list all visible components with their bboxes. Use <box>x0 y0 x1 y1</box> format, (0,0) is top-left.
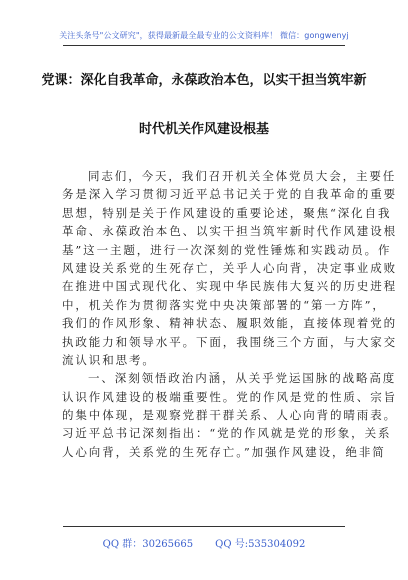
footer-qq-number: QQ 号:535304092 <box>215 539 306 550</box>
body-line: 基”这一主题，进行一次深刻的党性锤炼和实践动员。作 <box>62 242 392 257</box>
body-line: 务是深入学习贯彻习近平总书记关于党的自我革命的重要 <box>62 187 397 202</box>
body-line: 中，机关作为贯彻落实党中央决策部署的“第一方阵”， <box>62 297 386 312</box>
body-line: 习近平总书记深刻指出：“党的作风就是党的形象，关系 <box>62 426 392 441</box>
footer-divider <box>63 526 345 527</box>
body-line: 执政能力和领导水平。下面，我围绕三个方面，与大家交 <box>62 334 397 349</box>
document-title-line-1: 党课：深化自我革命，永葆政治本色，以实干担当筑牢新 <box>41 73 367 88</box>
header-note: 关注头条号"公文研究"，获得最新最全最专业的公文资料库！ 微信：gongwenyj <box>59 31 349 40</box>
body-line: 人心向背，关系党的生死存亡。”加强作风建设，绝非简 <box>62 444 386 459</box>
footer <box>0 535 408 550</box>
body-line: 风建设关系党的生死存亡，关乎人心向背，决定事业成败 <box>62 260 397 275</box>
body-line: 我们的作风形象、精神状态、履职效能，直接体现着党的 <box>62 316 397 331</box>
body-line: 的集中体现，是观察党群干群关系、人心向背的晴雨表。 <box>62 408 397 423</box>
body-text <box>62 167 397 461</box>
body-line: 一、深刻领悟政治内涵，从关乎党运国脉的战略高度 <box>88 371 397 386</box>
body-line: 流认识和思考。 <box>62 352 156 367</box>
header-divider <box>63 45 345 46</box>
body-line: 革命、永葆政治本色、以实干担当筑牢新时代作风建设根 <box>62 224 397 239</box>
body-line: 认识作风建设的极端重要性。党的作风是党的性质、宗旨 <box>62 389 397 404</box>
body-line: 思想，特别是关于作风建设的重要论述，聚焦“深化自我 <box>62 205 392 220</box>
footer-qq-group: QQ 群：30265665 <box>102 539 194 550</box>
body-line: 在推进中国式现代化、实现中华民族伟大复兴的历史进程 <box>62 279 397 294</box>
document-title-line-2: 时代机关作风建设根基 <box>138 122 269 137</box>
body-line: 同志们，今天，我们召开机关全体党员大会，主要任 <box>88 169 397 183</box>
